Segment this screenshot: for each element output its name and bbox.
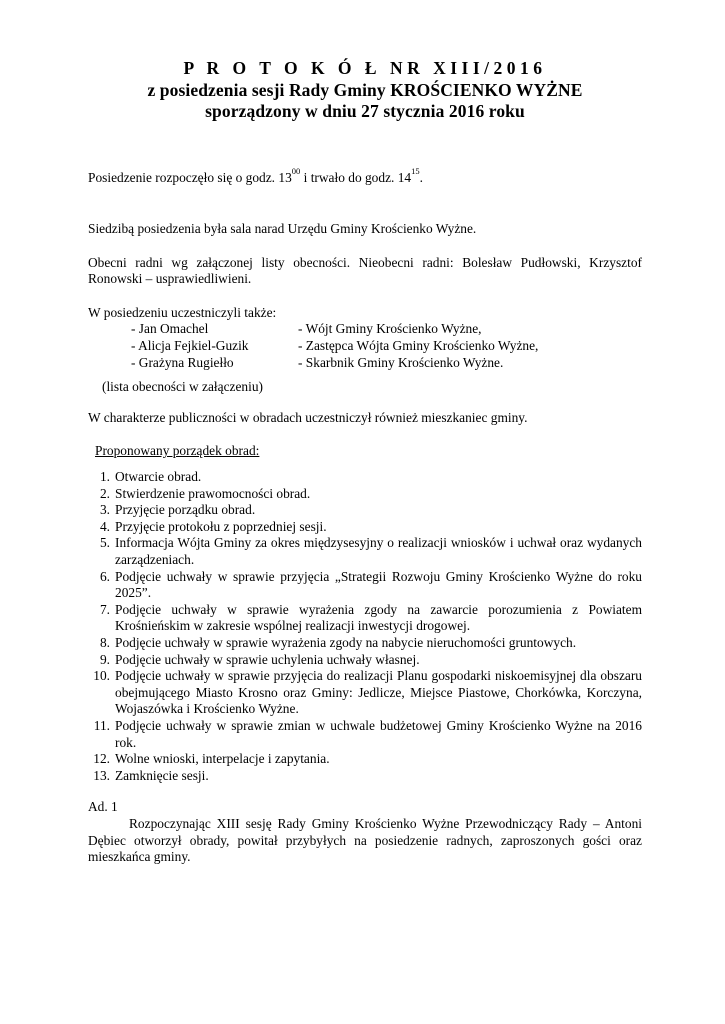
document-page <box>88 58 642 866</box>
ad1-label: Ad. 1 <box>88 799 118 815</box>
agenda-item-number: 5. <box>99 535 110 551</box>
agenda-item-text: Podjęcie uchwały w sprawie przyjęcia do realizacji Planu gospodarki niskoemisyjnej dla obszaru obejmującego Miasto Krosno oraz Gminy: Jedlicze, Miejsce Piastowe, Chorkówka, Korczyna, Wojaszówka i Krościenko Wyżne. <box>115 668 642 717</box>
agenda-item-number: 2. <box>99 485 110 501</box>
public-paragraph: W charakterze publiczności w obradach uczestniczył również mieszkaniec gminy. <box>88 409 528 425</box>
participant-row <box>88 321 642 338</box>
agenda-item-text: Podjęcie uchwały w sprawie wyrażenia zgody na nabycie nieruchomości gruntowych. <box>115 634 577 650</box>
agenda-item-text: Podjęcie uchwały w sprawie zmian w uchwale budżetowej Gminy Krościenko Wyżne na 2016 rok. <box>115 717 642 750</box>
agenda-item-number: 10. <box>93 668 110 684</box>
agenda-item <box>88 519 642 536</box>
agenda-item-text: Stwierdzenie prawomocności obrad. <box>115 485 311 501</box>
agenda-item-text: Podjęcie uchwały w sprawie wyrażenia zgody na zawarcie porozumienia z Powiatem Krośnieńskim w zakresie wspólnej realizacji inwestycji drogowej. <box>115 601 642 634</box>
participant-row <box>88 355 642 372</box>
participant-role: - Skarbnik Gminy Krościenko Wyżne. <box>298 354 504 370</box>
agenda-item-number: 8. <box>99 634 110 650</box>
agenda-item <box>88 668 642 718</box>
session-time-paragraph <box>88 166 642 187</box>
agenda-item-text: Wolne wnioski, interpelacje i zapytania. <box>115 751 330 767</box>
agenda-item-number: 4. <box>99 518 110 534</box>
agenda-item-number: 11. <box>93 717 110 733</box>
title-date: sporządzony w dniu 27 stycznia 2016 roku <box>205 101 525 121</box>
agenda-item-text: Przyjęcie protokołu z poprzedniej sesji. <box>115 518 327 534</box>
agenda-item <box>88 502 642 519</box>
agenda-item <box>88 652 642 669</box>
participants-list <box>88 321 642 371</box>
agenda-item <box>88 718 642 751</box>
agenda-list <box>88 469 642 784</box>
participant-row <box>88 338 642 355</box>
participant-name: - Alicja Fejkiel-Guzik <box>131 338 249 354</box>
agenda-item-number: 13. <box>93 767 110 783</box>
title-session-subject: z posiedzenia sesji Rady Gminy KROŚCIENKO WYŻNE <box>147 79 583 100</box>
agenda-item-number: 7. <box>99 601 110 617</box>
agenda-item-number: 12. <box>93 751 110 767</box>
agenda-item <box>88 635 642 652</box>
agenda-item-text: Zamknięcie sesji. <box>115 767 209 783</box>
agenda-item <box>88 535 642 568</box>
session-start-minutes: 00 <box>291 166 301 177</box>
agenda-item <box>88 602 642 635</box>
session-end-minutes: 15 <box>411 166 420 177</box>
attendance-note: (lista obecności w załączeniu) <box>102 379 263 395</box>
attendance-paragraph: Obecni radni wg załączonej listy obecności. Nieobecni radni: Bolesław Pudłowski, Krzysztof Ronowski – usprawiedliwieni. <box>88 254 642 287</box>
ad1-body: Rozpoczynając XIII sesję Rady Gminy Krościenko Wyżne Przewodniczący Rady – Antoni Dębiec otworzył obrady, powitał przybyłych na posiedzenie radnych, zaproszonych gości oraz mieszkańca gminy. <box>88 815 642 865</box>
agenda-item <box>88 486 642 503</box>
participants-intro: W posiedzeniu uczestniczyli także: <box>88 304 277 320</box>
agenda-item <box>88 751 642 768</box>
participant-name: - Grażyna Rugiełło <box>131 354 234 370</box>
participant-role: - Zastępca Wójta Gminy Krościenko Wyżne, <box>298 338 539 354</box>
agenda-item <box>88 569 642 602</box>
document-title <box>88 58 642 123</box>
agenda-item-number: 3. <box>99 502 110 518</box>
session-end-text: . <box>419 169 423 185</box>
agenda-item-number: 9. <box>99 651 110 667</box>
participant-name: - Jan Omachel <box>131 321 209 337</box>
venue-paragraph: Siedzibą posiedzenia była sala narad Urzędu Gminy Krościenko Wyżne. <box>88 221 477 237</box>
participant-role: - Wójt Gminy Krościenko Wyżne, <box>298 321 482 337</box>
agenda-item-text: Informacja Wójta Gminy za okres międzysesyjny o realizacji wniosków i uchwał oraz wydanych zarządzeniach. <box>115 535 642 567</box>
agenda-item-number: 6. <box>99 568 110 584</box>
session-start-text: Posiedzenie rozpoczęło się o godz. 13 <box>88 169 292 185</box>
agenda-heading: Proponowany porządek obrad: <box>95 443 260 459</box>
title-protocol-number: P R O T O K Ó Ł NR XIII/2016 <box>183 58 547 78</box>
agenda-item-text: Przyjęcie porządku obrad. <box>115 502 256 518</box>
agenda-item <box>88 469 642 486</box>
agenda-item <box>88 768 642 785</box>
agenda-item-number: 1. <box>99 469 110 485</box>
agenda-item-text: Podjęcie uchwały w sprawie przyjęcia „Strategii Rozwoju Gminy Krościenko Wyżne do roku 2025”. <box>115 568 642 601</box>
session-middle-text: i trwało do godz. 14 <box>300 169 412 185</box>
agenda-item-text: Otwarcie obrad. <box>115 469 202 485</box>
agenda-item-text: Podjęcie uchwały w sprawie uchylenia uchwały własnej. <box>115 651 420 667</box>
